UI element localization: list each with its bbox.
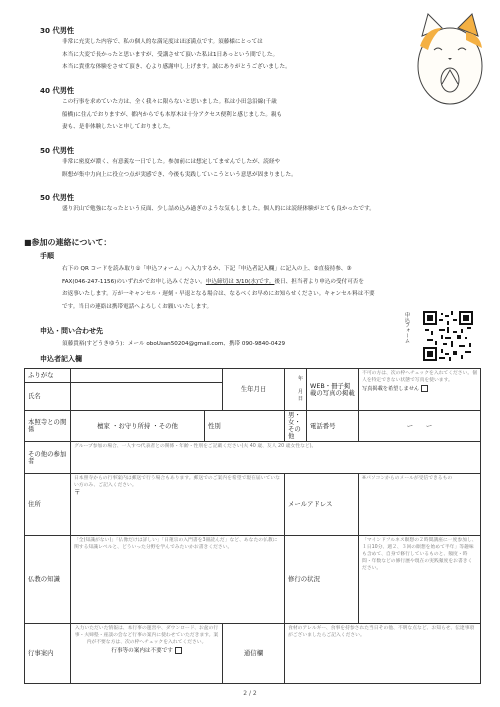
birth-label: 生年月日 bbox=[223, 369, 285, 411]
procedure-title: 手順 bbox=[40, 252, 54, 260]
gender-options[interactable]: 男・女・その他 bbox=[285, 411, 307, 442]
testimonial-body: 非常に密度が濃く、有意義な一日でした。参加前には想定してませんでしたが、読経や 瞑想が集中力向上に役立つ点が実感でき、今後も実践していこうという意思が固まりました。 bbox=[62, 159, 297, 178]
form-title: 申込者記入欄 bbox=[40, 355, 82, 363]
web-photo-field[interactable]: 不可の方は、次の枠へチェックを入れてください。個人を特定できない状態で写真を使います。 写真掲載を希望しません bbox=[359, 369, 481, 411]
practice-field[interactable]: 「マインドフルネス瞑想の２時間講座に一度参加し、１日10分、週２、３回の瞑想を始めて半年」等趣味も含めて、自身で修行しているものと、頻度・時間・年数などの修行歴や現在の実践頻度をお書きください。 bbox=[359, 536, 481, 624]
inquiry-title: 申込・問い合わせ先 bbox=[40, 327, 103, 335]
deadline: 申込締切は 3/10(水)です。 bbox=[205, 278, 275, 285]
testimonial-body: 盛り沢山で勉強になったという反面、少し詰め込み過ぎのような気もしました。個人的には読経体験がとても良かったです。 bbox=[62, 206, 375, 212]
comm-label: 通信欄 bbox=[223, 624, 285, 684]
address-field[interactable]: 日本照寺からの行事案内は郵送で行う場合もあります。郵送でのご案内を希望で現在届いていない方のみ、ご記入ください。 〒 bbox=[71, 474, 285, 536]
name-label: 氏名 bbox=[25, 383, 71, 411]
event-field[interactable]: 入力いただいた情報は、本行事の運営や、ダウンロード、お盆の行事・夫婦塾・座談の会など行事の案内に使わせていただきます。案内が不要な方は、次の枠へチェックを入れてください。 行事等の案内は不要です bbox=[71, 624, 223, 684]
testimonial-body: この行事を求めていた方は、全く我々に限らないと思いました。私は小田急沿線(千歳 船橋)に住んでおりますが、都内からでも本厚木は十分アクセス便利と感じました。親も 妻も、是非体験したいと申しておりました。 bbox=[62, 99, 283, 131]
address-label: 住所 bbox=[25, 474, 71, 536]
buddhism-label: 仏教の知識 bbox=[25, 536, 71, 624]
companion-field[interactable]: グループ参加の場合、一人すつ代表者との関係・年齢・性別をご記載ください(夫 40 歳、友人 20 歳女性など)。 bbox=[71, 442, 481, 474]
testimonial-heading: 40 代男性 bbox=[40, 86, 75, 95]
testimonial-heading: 30 代男性 bbox=[40, 26, 75, 35]
email-label: メールアドレス bbox=[285, 474, 359, 536]
email-field[interactable]: ※パソコンからのメールが受信できるもの bbox=[359, 474, 481, 536]
relation-options[interactable]: 檀家 ・お守り所持 ・その他 bbox=[71, 411, 205, 442]
application-form bbox=[24, 368, 481, 684]
name-field[interactable] bbox=[71, 383, 223, 411]
inquiry-line: 須藤貴裕(すどうきゆう)：メール oboUsan50204@gmail.com、携帯 090-9840-0429 bbox=[62, 341, 286, 347]
page-number: 2 / 2 bbox=[243, 690, 257, 697]
gender-label: 性別 bbox=[205, 411, 285, 442]
qr-label: 申込フォーム bbox=[404, 312, 410, 344]
buddhism-field[interactable]: 「全(知識がない)」「仏像だけは詳しい」「日蓮宗の入門書を3冊読んだ」など、あなたの仏教に関する知識レベルと、どういった分野を学んでみたいかお書きください。 bbox=[71, 536, 285, 624]
testimonial-heading: 50 代男性 bbox=[40, 146, 75, 155]
testimonial-body: 非常に充実した内容で、私の個人的な満足度はほぼ満点です。須藤様にとっては 本当に大変で長かったと思いますが、受講させて頂いた私は1日あっという間でした。 本当に貴重な体験をさせて頂き、心より感謝申し上げます。誠にありがとうございました。 bbox=[62, 39, 291, 71]
phone-label: 電話番号 bbox=[307, 411, 359, 442]
furigana-field[interactable] bbox=[71, 369, 223, 383]
relation-label: 本照寺との関係 bbox=[25, 411, 71, 442]
testimonial-heading: 50 代男性 bbox=[40, 193, 75, 202]
web-photo-checkbox[interactable] bbox=[421, 385, 428, 392]
procedure-text: 右下の QR コードを読み取り①「申込フォーム」へ入力するか、下記「申込者記入欄」に記入の上、②直接持参、③ FAX(046-247-1156)のいずれかでお申し込みください。申込締切は 3/10(水)です。後日、担当者より申込の受付可否を お返事いたします。万が一キャンセル・遅刻・早退となる場合は、なるべくお早めにお知らせください。キャンセル料は不要 です。当日の連絡は携帯電話へよろしくお願いいたします。 bbox=[62, 266, 375, 310]
contact-title: ■参加の連絡について： bbox=[24, 238, 112, 247]
furigana-label: ふりがな bbox=[25, 369, 71, 383]
practice-label: 修行の状況 bbox=[285, 536, 359, 624]
event-label: 行事案内 bbox=[25, 624, 71, 684]
comm-field[interactable]: 食材のアレルギー、食事を持参された当日その他、不明な点など、お知らせ、伝達事項がございましたらご記入ください。 bbox=[285, 624, 481, 684]
phone-field[interactable]: ー ー bbox=[359, 411, 481, 442]
companion-label: その他の参加者 bbox=[25, 442, 71, 474]
event-optout-checkbox[interactable] bbox=[175, 647, 182, 654]
web-photo-label: WEB・冊子掲載の写真の掲載 bbox=[307, 369, 359, 411]
qr-code[interactable] bbox=[423, 311, 473, 361]
birth-field[interactable]: 年 月 日 bbox=[285, 369, 307, 411]
